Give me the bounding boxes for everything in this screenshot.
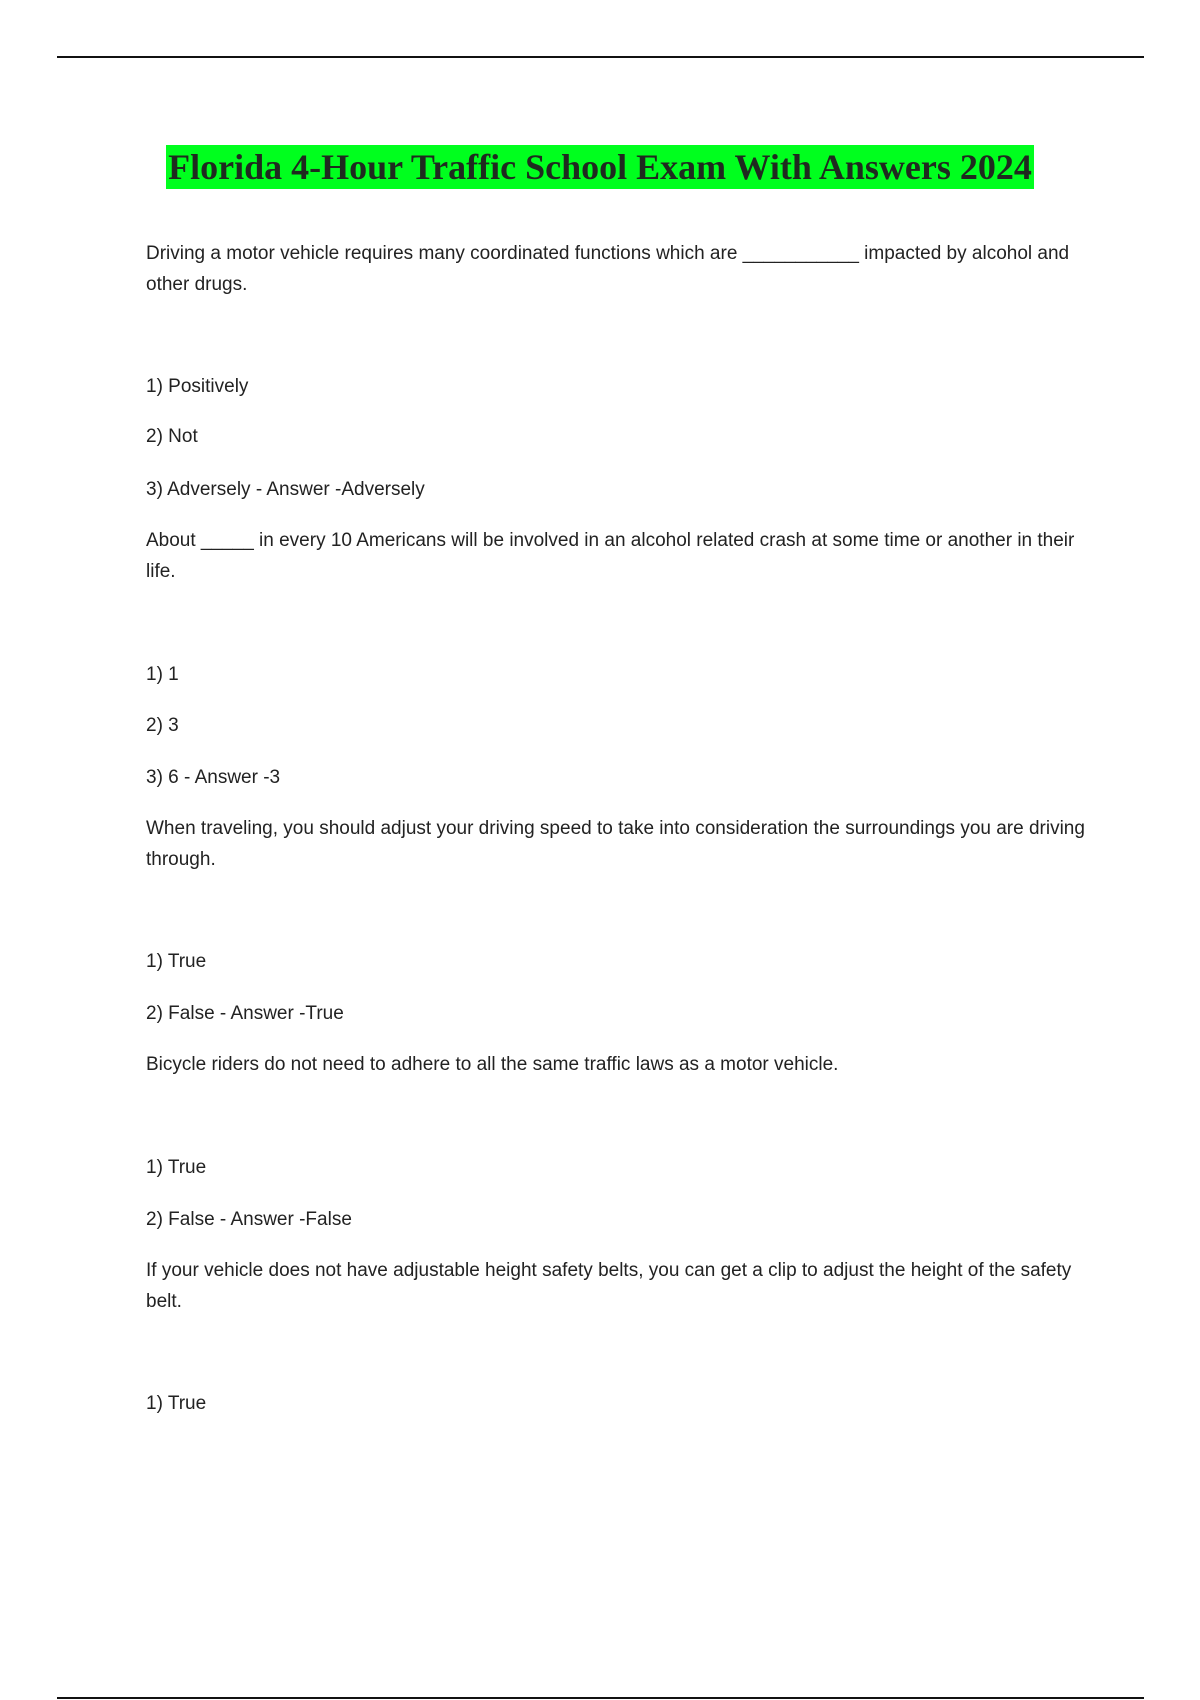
question-5: If your vehicle does not have adjustable height safety belts, you can get a clip to adjust the height of the safety belt.: [146, 1260, 1072, 1312]
question-1-option-1: 1) Positively: [146, 376, 249, 397]
question-2-option-1: 1) 1: [146, 664, 179, 685]
question-2-option-3: 3) 6 - Answer -3: [146, 767, 281, 788]
document-title: Florida 4-Hour Traffic School Exam With Answers 2024: [168, 147, 1032, 187]
question-1: Driving a motor vehicle requires many coordinated functions which are ___________ impacted by alcohol and other drugs.: [146, 243, 1070, 295]
question-5-option-1: 1) True: [146, 1393, 207, 1414]
question-2-option-2: 2) 3: [146, 715, 179, 736]
question-1-option-3: 3) Adversely - Answer -Adversely: [146, 479, 425, 500]
question-4-option-2: 2) False - Answer -False: [146, 1209, 352, 1230]
question-4-option-1: 1) True: [146, 1157, 207, 1178]
top-rule: [57, 56, 1144, 58]
question-3-option-2: 2) False - Answer -True: [146, 1003, 344, 1024]
question-2: About _____ in every 10 Americans will be involved in an alcohol related crash at some time or another in their life.: [146, 530, 1075, 582]
question-3-option-1: 1) True: [146, 951, 207, 972]
question-3: When traveling, you should adjust your driving speed to take into consideration the surroundings you are driving through.: [146, 818, 1085, 870]
title-container: [0, 145, 1200, 189]
question-1-option-2: 2) Not: [146, 426, 198, 447]
question-4: Bicycle riders do not need to adhere to all the same traffic laws as a motor vehicle.: [146, 1054, 839, 1075]
bottom-rule: [57, 1697, 1144, 1699]
